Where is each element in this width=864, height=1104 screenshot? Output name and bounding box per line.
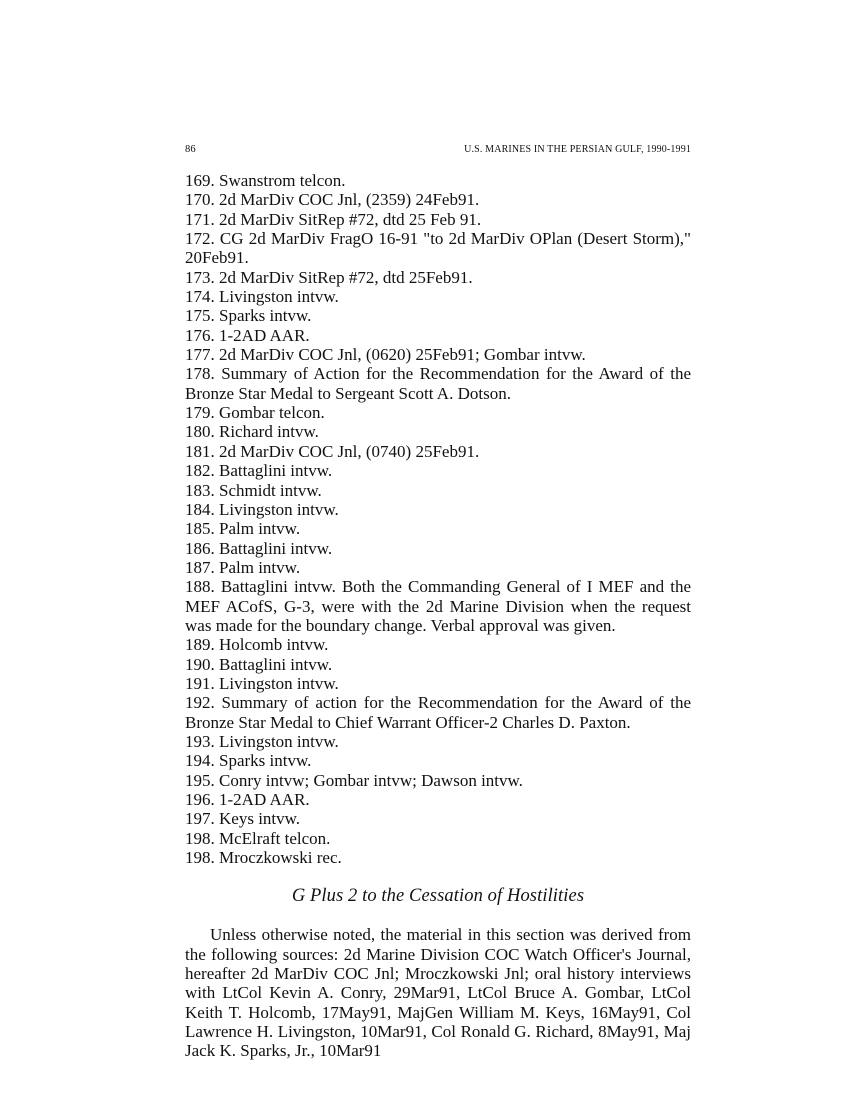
endnote: 178. Summary of Action for the Recommendation for the Award of the Bronze Star Medal to Sergeant Scott A. Dotson.	[185, 364, 691, 403]
endnote: 198. Mroczkowski rec.	[185, 848, 342, 868]
endnote: 177. 2d MarDiv COC Jnl, (0620) 25Feb91; Gombar intvw.	[185, 345, 586, 365]
endnote: 185. Palm intvw.	[185, 519, 301, 539]
endnote: 191. Livingston intvw.	[185, 673, 339, 693]
endnote: 189. Holcomb intvw.	[185, 635, 329, 655]
endnote: 193. Livingston intvw.	[185, 731, 339, 751]
endnote: 169. Swanstrom telcon.	[185, 171, 346, 190]
endnote: 172. CG 2d MarDiv FragO 16-91 "to 2d MarDiv OPlan (Desert Storm)," 20Feb91.	[185, 229, 691, 268]
endnote: 181. 2d MarDiv COC Jnl, (0740) 25Feb91.	[185, 441, 480, 461]
endnote: 183. Schmidt intvw.	[185, 480, 322, 500]
endnote: 184. Livingston intvw.	[185, 499, 339, 519]
document-page	[185, 144, 691, 1078]
endnote: 180. Richard intvw.	[185, 422, 319, 442]
endnote: 190. Battaglini intvw.	[185, 654, 333, 674]
endnote: 171. 2d MarDiv SitRep #72, dtd 25 Feb 91.	[185, 209, 482, 229]
endnote: 186. Battaglini intvw.	[185, 538, 333, 558]
endnote: 182. Battaglini intvw.	[185, 461, 333, 481]
endnote: 187. Palm intvw.	[185, 557, 301, 577]
page-number: 86	[185, 144, 196, 155]
endnote: 179. Gombar telcon.	[185, 403, 325, 423]
endnote: 198. McElraft telcon.	[185, 828, 331, 848]
endnote: 170. 2d MarDiv COC Jnl, (2359) 24Feb91.	[185, 190, 480, 210]
running-header	[185, 144, 691, 158]
endnote: 174. Livingston intvw.	[185, 287, 339, 307]
endnote: 176. 1-2AD AAR.	[185, 325, 310, 345]
endnote: 188. Battaglini intvw. Both the Commanding General of I MEF and the MEF ACofS, G-3, were with the 2d Marine Division when the request was made for the boundary change. Verbal approval was given.	[185, 577, 691, 635]
endnote: 195. Conry intvw; Gombar intvw; Dawson intvw.	[185, 770, 523, 790]
endnote: 192. Summary of action for the Recommendation for the Award of the Bronze Star Medal to Chief Warrant Officer-2 Charles D. Paxton.	[185, 693, 691, 732]
endnote: 173. 2d MarDiv SitRep #72, dtd 25Feb91.	[185, 267, 473, 287]
endnote: 196. 1-2AD AAR.	[185, 790, 310, 809]
running-title: U.S. MARINES IN THE PERSIAN GULF, 1990-1991	[464, 144, 691, 155]
endnotes-list	[185, 171, 691, 867]
endnote: 197. Keys intvw.	[185, 809, 301, 829]
endnote: 175. Sparks intvw.	[185, 306, 312, 326]
section-heading: G Plus 2 to the Cessation of Hostilities	[291, 886, 585, 907]
endnote: 194. Sparks intvw.	[185, 751, 312, 771]
section-paragraph: Unless otherwise noted, the material in this section was derived from the following sources: 2d Marine Division COC Watch Officer's Journal, hereafter 2d MarDiv COC Jnl; Mroczkowski Jnl; oral history interviews with LtCol Kevin A. Conry, 29Mar91, LtCol Bruce A. Gombar, LtCol Keith T. Holcomb, 17May91, MajGen William M. Keys, 16May91, Col Lawrence H. Livingston, 10Mar91, Col Ronald G. Richard, 8May91, Maj Jack K. Sparks, Jr., 10Mar91	[185, 925, 691, 1061]
